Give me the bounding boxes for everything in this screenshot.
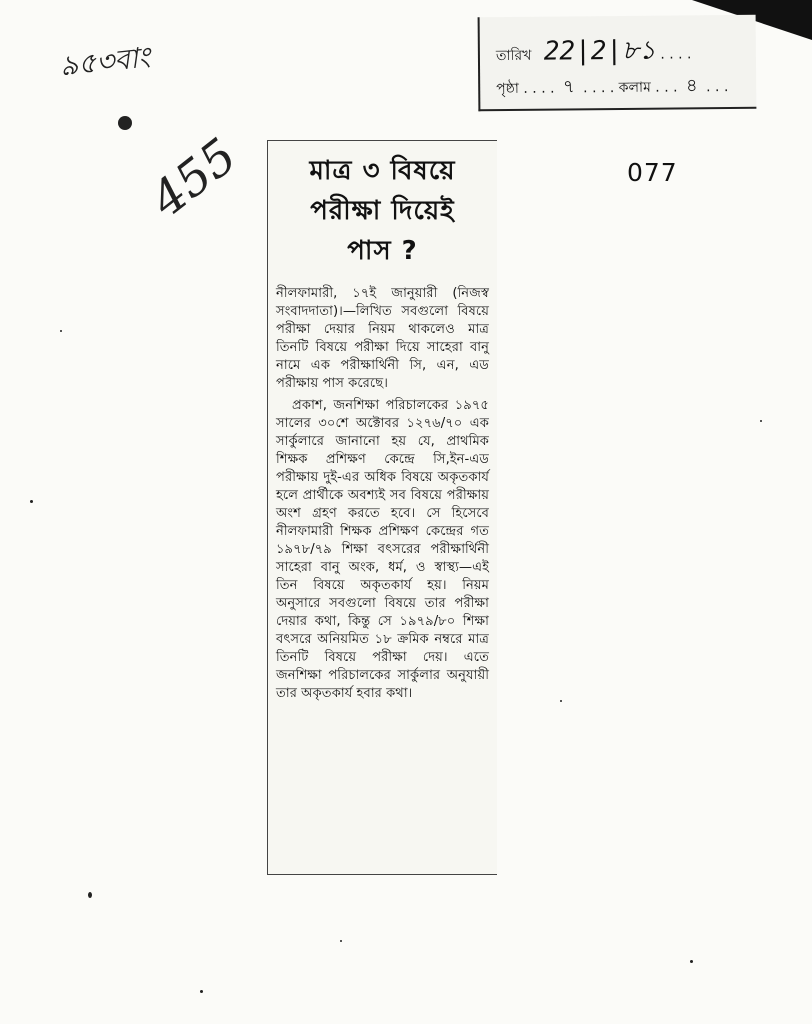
date-stamp bbox=[478, 15, 757, 111]
stamp-page-value: ৭ bbox=[562, 76, 575, 98]
stamp-page-label: পৃষ্ঠা bbox=[496, 80, 519, 98]
stamp-date-row: তারিখ 22|2|৮১ . . . . bbox=[495, 35, 692, 67]
headline-line: পাস ? bbox=[347, 236, 418, 266]
scan-speck bbox=[340, 940, 342, 942]
scan-speck bbox=[560, 700, 562, 702]
scan-speck bbox=[60, 330, 62, 332]
scan-speck bbox=[30, 500, 33, 503]
stamp-column-value: ৪ bbox=[685, 75, 698, 97]
scan-speck bbox=[760, 420, 762, 422]
article-paragraph: নীলফামারী, ১৭ই জানুয়ারী (নিজস্ব সংবাদদাতা)।—লিখিত সবগুলো বিষয়ে পরীক্ষা দেয়ার নিয়ম থাকলেও মাত্র তিনটি বিষয়ে পরীক্ষা দিয়ে সাহেরা বানু নামে এক পরীক্ষার্থিনী সি, এন, এড পরীক্ষায় পাস করেছে। bbox=[276, 286, 489, 391]
scan-speck bbox=[200, 990, 203, 993]
handwritten-note-top: ৯৫৩বাং bbox=[58, 40, 152, 83]
headline-line: পরীক্ষা দিয়েই bbox=[310, 196, 455, 226]
stamp-date-label: তারিখ bbox=[495, 47, 532, 65]
stamp-date-value: 22|2|৮১ bbox=[543, 35, 656, 67]
stamp-page-row: পৃষ্ঠা . . . . ৭ . . . . কলাম . . . ৪ . . . bbox=[496, 75, 729, 98]
stamp-column-label: কলাম bbox=[618, 79, 651, 96]
handwritten-number: 455 bbox=[140, 127, 248, 229]
scan-speck bbox=[690, 960, 693, 963]
article-headline bbox=[276, 151, 489, 271]
article-body bbox=[276, 285, 489, 703]
headline-line: মাত্র ৩ বিষয়ে bbox=[309, 156, 456, 186]
scan-speck bbox=[88, 892, 92, 898]
ink-blot bbox=[118, 116, 132, 130]
document-code: 077 bbox=[627, 158, 678, 187]
article-paragraph: প্রকাশ, জনশিক্ষা পরিচালকের ১৯৭৫ সালের ৩০শে অক্টোবর ১২৭৬/৭০ এক সার্কুলারে জানানো হয় যে, প্রাথমিক শিক্ষক প্রশিক্ষণ কেন্দ্রে সি,ইন-এড পরীক্ষায় দুই-এর অধিক বিষয়ে অকৃতকার্য হলে প্রার্থীকে অবশ্যই সব বিষয়ে পরীক্ষায় অংশ গ্রহণ করতে হবে। সে হিসেবে নীলফামারী শিক্ষক প্রশিক্ষণ কেন্দ্রের গত ১৯৭৮/৭৯ শিক্ষা বৎসরের পরীক্ষার্থিনী সাহেরা বানু অংক, ধর্ম, ও স্বাস্থ্য—এই তিন বিষয়ে অকৃতকার্য হয়। নিয়ম অনুসারে সবগুলো বিষয়ে তার পরীক্ষা দেয়ার কথা, কিন্তু সে ১৯৭৯/৮০ শিক্ষা বৎসরে অনিয়মিত ১৮ ক্রমিক নম্বরে মাত্র তিনটি বিষয়ে পরীক্ষা দেয়। এতে জনশিক্ষা পরিচালকের সার্কুলার অনুযায়ী তার অকৃতকার্য হবার কথা। bbox=[276, 398, 489, 701]
newspaper-clipping bbox=[267, 140, 497, 875]
